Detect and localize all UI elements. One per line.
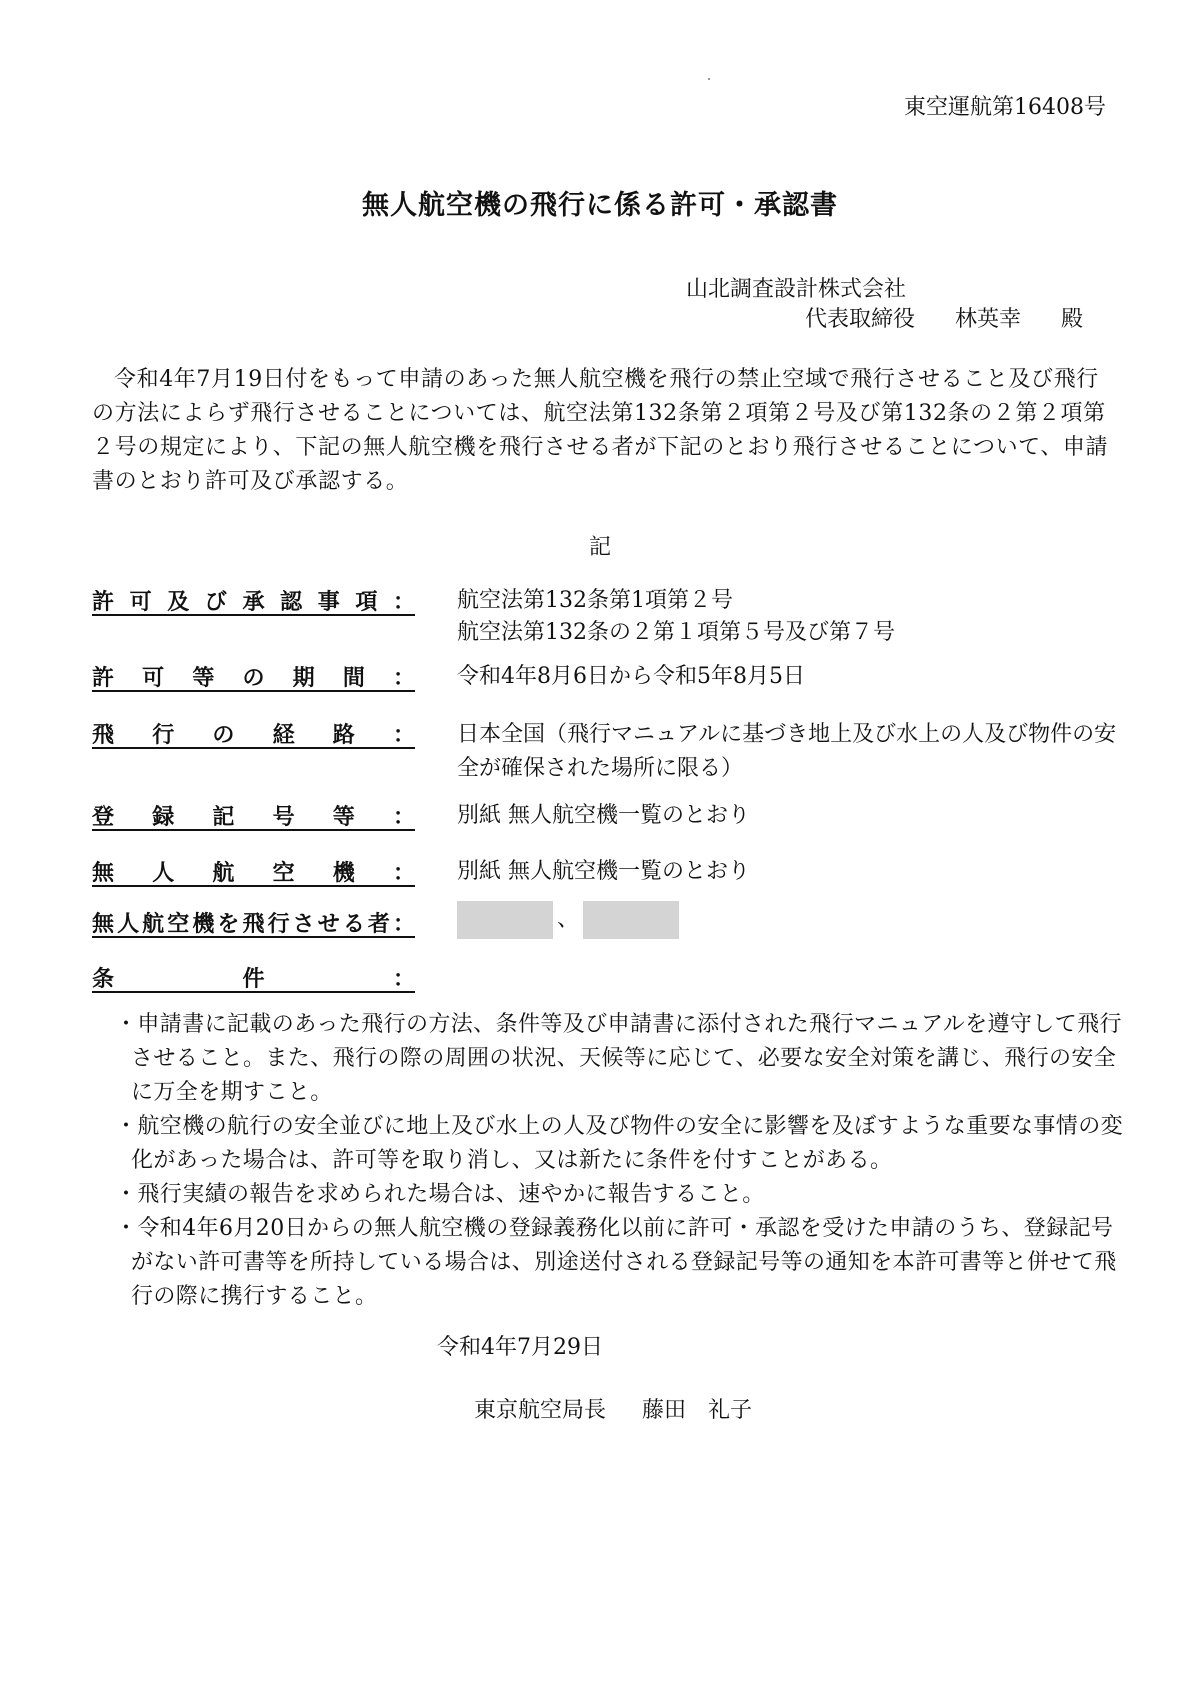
redacted-operator-2 — [583, 901, 679, 939]
recipient-company: 山北調査設計株式会社 — [686, 277, 907, 302]
registration-value: 別紙 無人航空機一覧のとおり — [457, 803, 750, 828]
approval-items-label: 許可及び承認事項： — [92, 590, 415, 615]
condition-item: ・令和4年6月20日からの無人航空機の登録義務化以前に許可・承認を受けた申請のうち、登録記号がない許可書等を所持している場合は、別途送付される登録記号等の通知を本許可書等と併せて飛行の際に携行すること。 — [115, 1216, 1117, 1309]
approval-items-value — [457, 585, 1117, 649]
conditions-list — [115, 1008, 1125, 1314]
conditions-label: 条件： — [92, 967, 415, 992]
approval-line-2: 航空法第132条の２第１項第５号及び第７号 — [457, 620, 895, 645]
body-paragraph: 令和4年7月19日付をもって申請のあった無人航空機を飛行の禁止空域で飛行させること及び飛行の方法によらず飛行させることについては、航空法第132条第２項第２号及び第132条の２第２項第２号の規定により、下記の無人航空機を飛行させる者が下記のとおり飛行させることについて、申請書のとおり許可及び承認する。 — [92, 367, 1109, 494]
operator-label: 無人航空機を飛行させる者： — [92, 912, 415, 937]
aircraft-label: 無人航空機： — [92, 861, 415, 886]
recipient-honorific: 殿 — [1061, 307, 1084, 332]
operator-separator: 、 — [557, 907, 580, 932]
registration-label: 登録記号等： — [92, 805, 415, 830]
redacted-operator-1 — [457, 901, 553, 939]
approval-line-1: 航空法第132条第1項第２号 — [457, 588, 733, 613]
document-title: 無人航空機の飛行に係る許可・承認書 — [362, 190, 838, 221]
condition-item: ・飛行実績の報告を求められた場合は、速やかに報告すること。 — [115, 1182, 765, 1207]
scan-speck — [708, 78, 710, 80]
recipient-position: 代表取締役 — [805, 307, 916, 332]
recipient-name: 林英幸 — [955, 307, 1022, 332]
issuer — [474, 1393, 752, 1424]
issuer-title: 東京航空局長 — [474, 1398, 607, 1423]
condition-item: ・航空機の航行の安全並びに地上及び水上の人及び物件の安全に影響を及ぼすような重要な事情の変化があった場合は、許可等を取り消し、又は新たに条件を付すことがある。 — [115, 1114, 1124, 1173]
condition-item: ・申請書に記載のあった飛行の方法、条件等及び申請書に添付された飛行マニュアルを遵守して飛行させること。また、飛行の際の周囲の状況、天候等に応じて、必要な安全対策を講じ、飛行の安全に万全を期すこと。 — [115, 1012, 1122, 1105]
ki-heading: 記 — [588, 535, 611, 560]
route-label: 飛行の経路： — [92, 723, 415, 748]
period-value: 令和4年8月6日から令和5年8月5日 — [457, 664, 805, 689]
issue-date: 令和4年7月29日 — [437, 1335, 603, 1360]
reference-number: 東空運航第16408号 — [904, 95, 1106, 120]
recipient-representative — [805, 302, 1083, 333]
issuer-name: 藤田 礼子 — [642, 1398, 753, 1423]
aircraft-value: 別紙 無人航空機一覧のとおり — [457, 859, 750, 884]
period-label: 許可等の期間： — [92, 666, 415, 691]
route-value: 日本全国（飛行マニュアルに基づき地上及び水上の人及び物件の安全が確保された場所に限る） — [457, 722, 1117, 781]
operator-value — [457, 901, 1117, 939]
